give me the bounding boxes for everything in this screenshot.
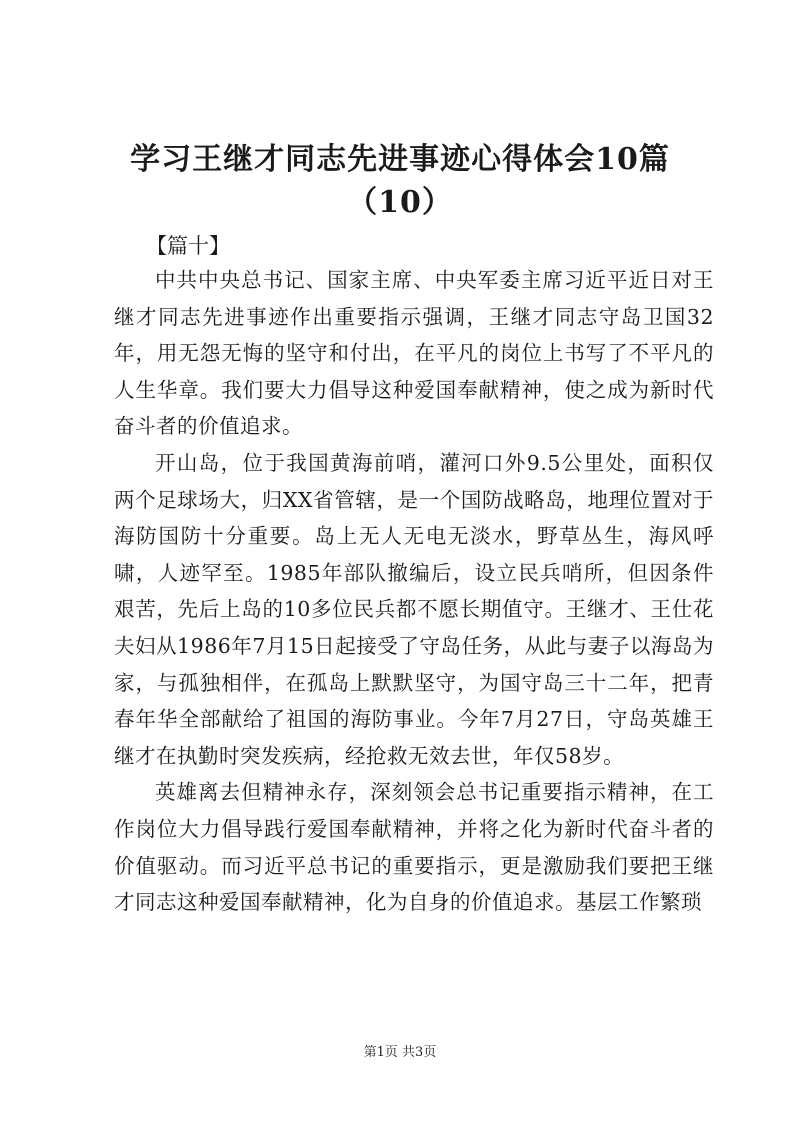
- paragraph-1: 中共中央总书记、国家主席、中央军委主席习近平近日对王继才同志先进事迹作出重要指示强调，王继才同志守岛卫国32年，用无怨无悔的坚守和付出，在平凡的岗位上书写了不平凡的人生华章。我们要大力倡导这种爱国奉献精神，使之成为新时代奋斗者的价值追求。: [114, 268, 714, 439]
- document-title: 学习王继才同志先进事迹心得体会10篇: [130, 142, 670, 177]
- document-body: [114, 262, 714, 921]
- paragraph-2: 开山岛，位于我国黄海前哨，灌河口外9.5公里处，面积仅两个足球场大，归XX省管辖，是一个国防战略岛，地理位置对于海防国防十分重要。岛上无人无电无淡水，野草丛生，海风呼啸，人迹罕至。1985年部队撤编后，设立民兵哨所，但因条件艰苦，先后上岛的10多位民兵都不愿长期值守。王继才、王仕花夫妇从1986年7月15日起接受了守岛任务，从此与妻子以海岛为家，与孤独相伴，在孤岛上默默坚守，为国守岛三十二年，把青春年华全部献给了祖国的海防事业。今年7月27日，守岛英雄王继才在执勤时突发疾病，经抢救无效去世，年仅58岁。: [114, 450, 714, 768]
- section-label: 【篇十】: [146, 234, 230, 258]
- document-title-suffix: （10）: [347, 185, 453, 220]
- paragraph-3: 英雄离去但精神永存，深刻领会总书记重要指示精神，在工作岗位大力倡导践行爱国奉献精神，并将之化为新时代奋斗者的价值驱动。而习近平总书记的重要指示，更是激励我们要把王继才同志这种爱国奉献精神，化为自身的价值追求。基层工作繁琐: [114, 780, 714, 915]
- page-footer: 第1页 共3页: [363, 1045, 437, 1060]
